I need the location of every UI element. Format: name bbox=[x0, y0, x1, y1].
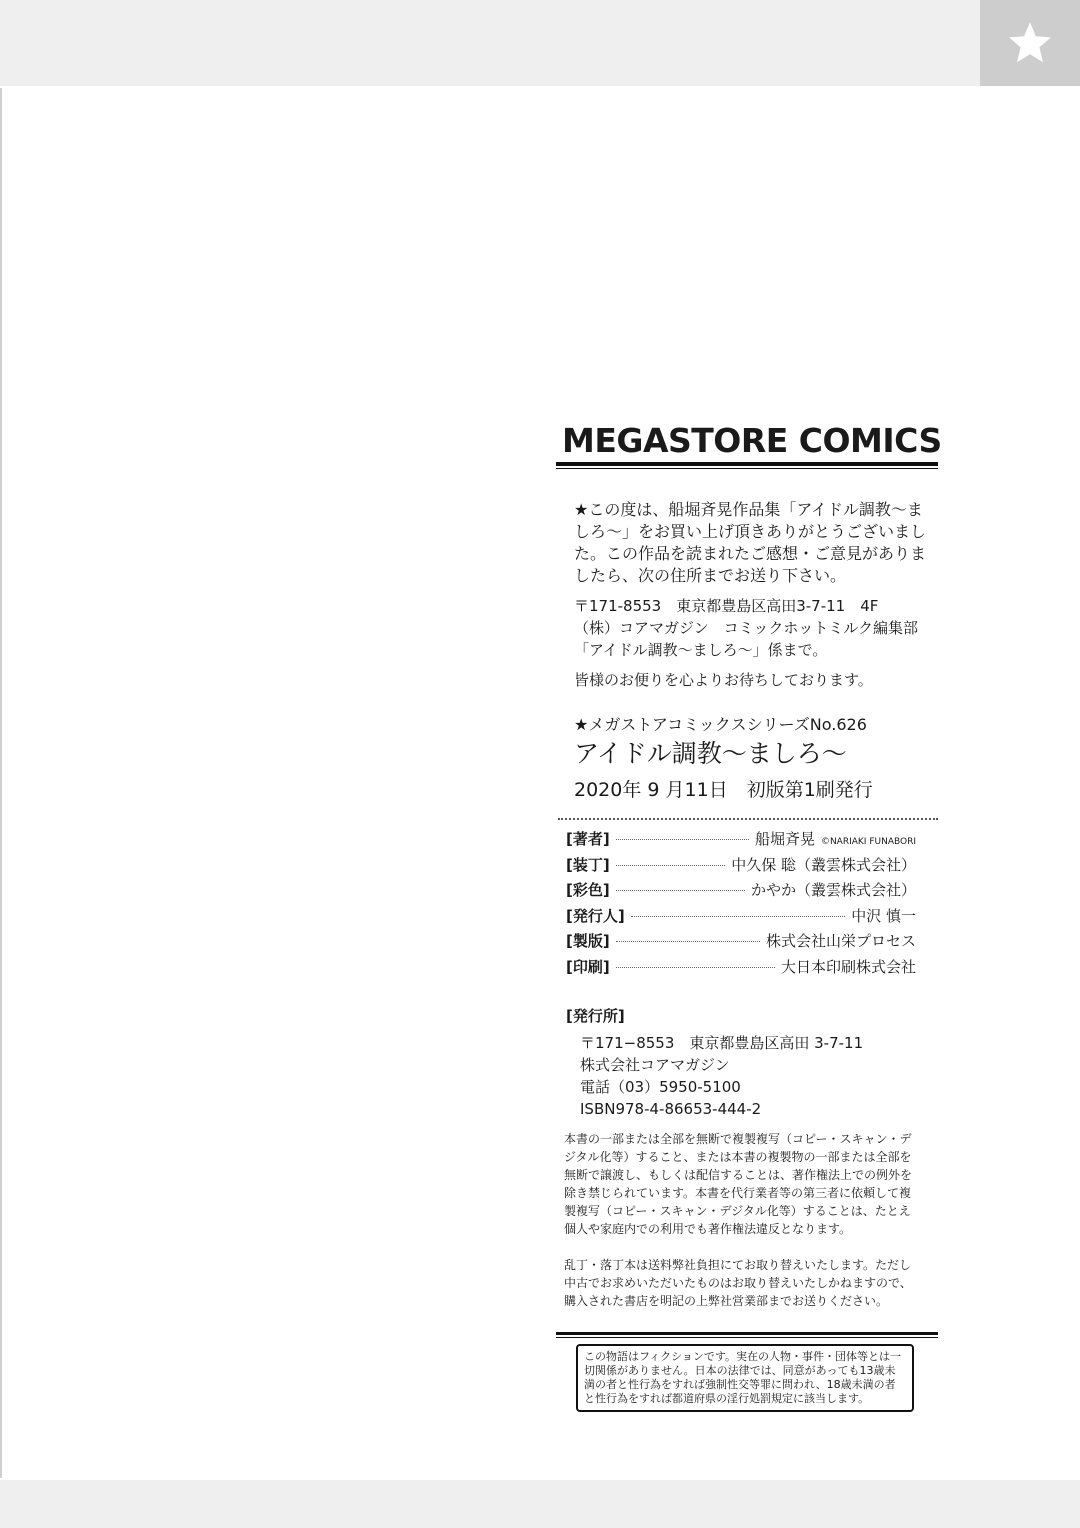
credit-row bbox=[566, 905, 916, 931]
address-line: 〒171-8553 東京都豊島区高田3-7-11 4F bbox=[574, 597, 879, 615]
credit-label: [著者] bbox=[566, 830, 610, 848]
credit-value: 中久保 聡（叢雲株式会社） bbox=[731, 855, 916, 874]
publisher-block bbox=[566, 1005, 938, 1120]
divider bbox=[556, 1337, 938, 1338]
publisher-line: 株式会社コアマガジン bbox=[580, 1056, 730, 1074]
return-policy-notice: 乱丁・落丁本は送料弊社負担にてお取り替えいたします。ただし中古でお求めいただいたものはお取り替えいたしかねますので、購入された書店を明記の上弊社営業部までお送りください。 bbox=[564, 1258, 912, 1308]
credit-row bbox=[566, 854, 916, 880]
thank-you-message: ★この度は、船堀斉晃作品集「アイドル調教〜ましろ〜」をお買い上げ頂きありがとうございました。この作品を読まれたご感想・ご意見がありましたら、次の住所までお送り下さい。 bbox=[574, 500, 927, 585]
bottom-toolbar bbox=[0, 1480, 1080, 1528]
credit-value: 中沢 慎一 bbox=[851, 906, 916, 925]
publisher-line: 〒171−8553 東京都豊島区高田 3-7-11 bbox=[580, 1034, 864, 1052]
credit-label: [印刷] bbox=[566, 957, 610, 976]
address-line: （株）コアマガジン コミックホットミルク編集部 bbox=[574, 619, 919, 637]
credit-label: [発行人] bbox=[566, 906, 625, 925]
colophon bbox=[556, 420, 942, 1412]
divider bbox=[556, 468, 938, 469]
leader-dots bbox=[631, 916, 846, 917]
brand-logo: MEGASTORE COMICS bbox=[562, 421, 942, 460]
credit-row bbox=[566, 930, 916, 956]
credit-row bbox=[566, 828, 916, 854]
address-line: 「アイドル調教〜ましろ〜」係まで。 bbox=[574, 641, 828, 659]
divider bbox=[558, 818, 938, 820]
copyright-note: ©NARIAKI FUNABORI bbox=[820, 837, 916, 847]
publisher-line: 電話（03）5950-5100 bbox=[580, 1078, 741, 1096]
series-number: ★メガストアコミックスシリーズNo.626 bbox=[574, 715, 867, 734]
credit-value: 大日本印刷株式会社 bbox=[780, 957, 916, 976]
credit-label: [装丁] bbox=[566, 855, 610, 874]
favorite-button[interactable] bbox=[980, 0, 1080, 86]
credit-row bbox=[566, 956, 916, 982]
publisher-label: [発行所] bbox=[566, 1007, 625, 1025]
credit-row bbox=[566, 879, 916, 905]
star-icon bbox=[1006, 19, 1054, 67]
leader-dots bbox=[616, 967, 775, 968]
credits-list bbox=[566, 828, 916, 981]
credit-value: かやか（叢雲株式会社） bbox=[750, 881, 916, 899]
publication-date: 2020年 9 月11日 初版第1刷発行 bbox=[574, 779, 873, 801]
leader-dots bbox=[616, 865, 726, 866]
leader-dots bbox=[616, 941, 760, 942]
leader-dots bbox=[616, 839, 749, 840]
divider bbox=[556, 1332, 938, 1335]
credit-label: [製版] bbox=[566, 932, 610, 950]
credit-value: 株式会社山栄プロセス bbox=[765, 932, 916, 950]
fiction-disclaimer: この物語はフィクションです。実在の人物・事件・団体等とは一切関係がありません。日本の法律では、同意があっても13歳未満の者と性行為をすれば強制性交等罪に問われ、18歳未満の者と性行為をすれば都道府県の淫行処罰規定に該当します。 bbox=[576, 1344, 914, 1412]
mail-address bbox=[574, 595, 938, 661]
closing-text: 皆様のお便りを心よりお待ちしております。 bbox=[574, 671, 873, 689]
book-title: アイドル調教〜ましろ〜 bbox=[574, 739, 847, 768]
top-toolbar bbox=[0, 0, 1080, 86]
copyright-notice: 本書の一部または全部を無断で複製複写（コピー・スキャン・デジタル化等）すること、または本書の複製物の一部または全部を無断で譲渡し、もしくは配信することは、著作権法上での例外を除き禁じられています。本書を代行業者等の第三者に依頼して複製複写（コピー・スキャン・デジタル化等）することは、たとえ個人や家庭内での利用でも著作権法違反となります。 bbox=[564, 1132, 913, 1236]
isbn: ISBN978-4-86653-444-2 bbox=[580, 1100, 762, 1118]
credit-value: 船堀斉晃 bbox=[754, 830, 815, 848]
credit-label: [彩色] bbox=[566, 881, 610, 899]
divider bbox=[556, 462, 938, 466]
leader-dots bbox=[616, 890, 745, 891]
